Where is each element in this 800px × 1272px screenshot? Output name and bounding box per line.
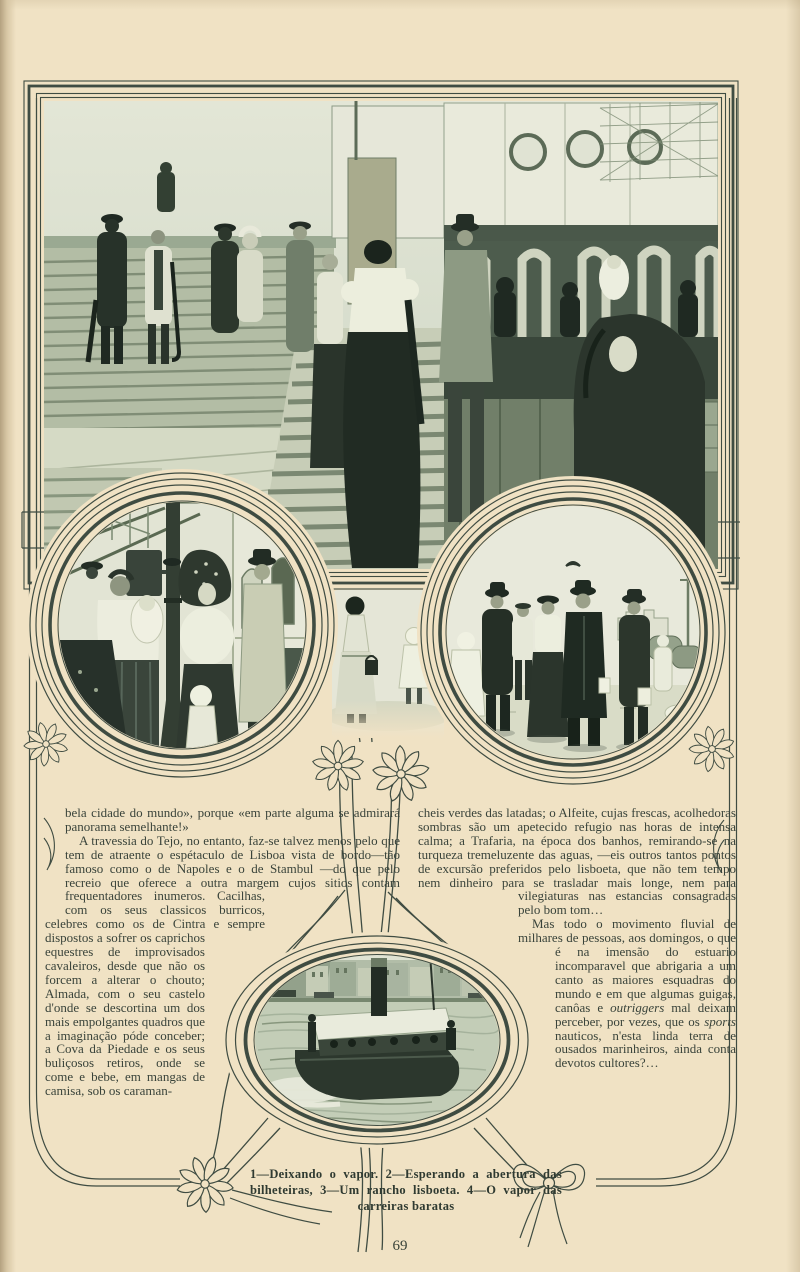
photo-caption: 1—Deixando o vapor. 2—Esperando a abertura das bilheteiras, 3—Um rancho lisboeta. 4—O vapor das carreiras baratas [250, 1167, 562, 1213]
photo-right-circle [417, 476, 729, 788]
paragraph: A travessia do Tejo, no entanto, faz-se talvez menos pelo que tem de atraente o espétaculo de Lisboa vista de bordo—tão famoso como o de Napoles e o de Stambul —do que pelo recreio que oferece a outra margem cujos sitios contam frequentadores inumeros. Cacilhas, com os seus classicos burricos, celebres como os de Cintra e sempre dispostos a sofrer os caprichos equestres de improvisados cavaleiros, desde que não os forcem a alterar o chouto; Almada, com o seu castelo d'onde se descortina um dos mais empolgantes quadros que a imaginação póde conceber; a Cova da Piedade e os seus buliçosos retiros, onde se come e bebe, em mangas de camisa, sob os caraman- [45, 832, 400, 1099]
text-column-left [45, 806, 400, 1178]
photo-left-circle [26, 469, 338, 781]
paragraph: Mas todo o movimento fluvial de milhares de pessoas, aos domingos, o que é na imensão do estuario incomparavel que abrigaria a um canto as maiores esquadras do mundo e em que algumas guigas, canôas e outriggers mal deixam perceber, por vezes, que os sports nauticos, n'esta linda terra de ousados marinheiros, ainda conta devotos cultores?… [518, 916, 736, 1071]
paragraph: cheis verdes das latadas; o Alfeite, cujas frescas, acolhedoras sombras são um apetecido refugio nas horas de intensa calma; a Trafaria, na época dos banhos, remirando-se na turqueza tremeluzente das aguas, —eis outros tantos pontos de excursão preferidos pelo lisboeta, que não tem tempo nem dinheiro para se trasladar mais longe, nem para vilegiaturas nas estancias consagradas pelo bom tom… [418, 806, 736, 918]
page-number: 69 [392, 1238, 408, 1254]
text-column-right [418, 806, 736, 1178]
paragraph: bela cidade do mundo», porque «em parte alguma se admirará panorama semelhante!» [65, 806, 400, 834]
